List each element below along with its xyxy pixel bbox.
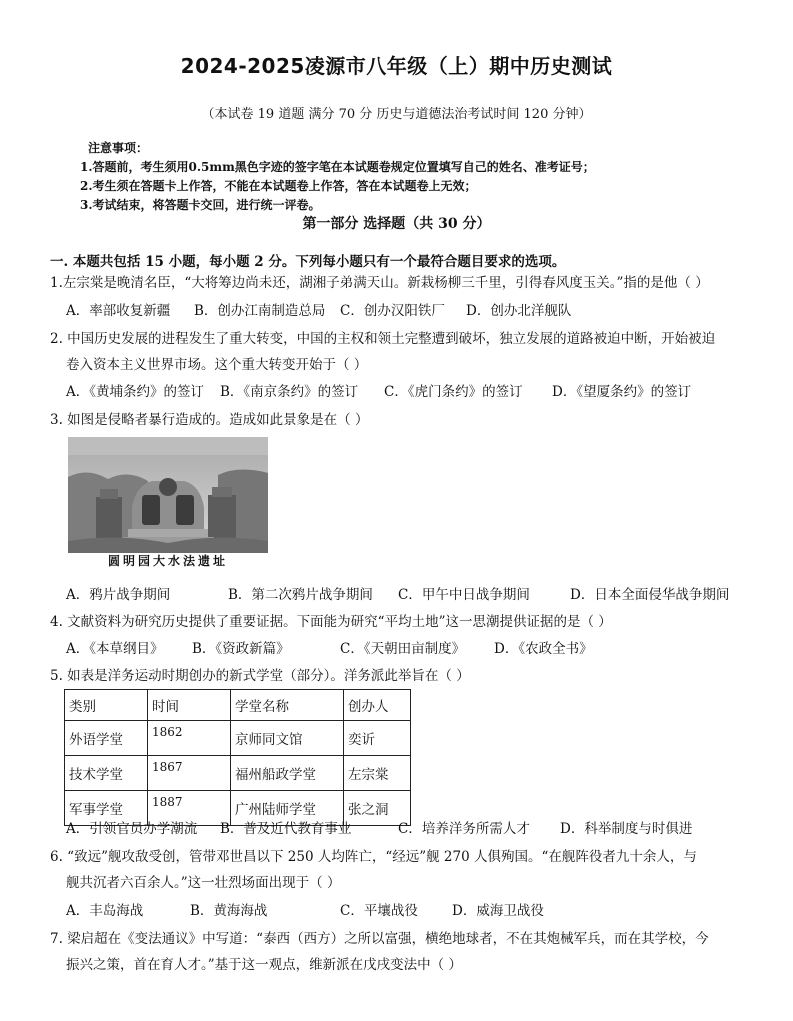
table-row xyxy=(65,756,411,791)
q6-stem-line2: 舰共沉者六百余人。”这一壮烈场面出现于（ ） xyxy=(66,875,341,891)
q4-option-a: A．《本草纲目》 xyxy=(66,641,164,657)
table-cell: 广州陆师学堂 xyxy=(231,791,344,826)
table-cell: 1867 xyxy=(148,756,231,791)
q1-stem: 1.左宗棠是晚清名臣，“大将筹边尚未还，湖湘子弟满天山。新栽杨柳三千里，引得春风度玉关。”指的是他（ ） xyxy=(50,275,709,291)
q6-stem-line1: 6. “致远”舰攻敌受创，管带邓世昌以下 250 人均阵亡，“经远”舰 270 人俱殉国。“在舰阵役者九十余人，与 xyxy=(50,849,697,865)
yuanmingyuan-ruins-photo xyxy=(68,437,268,569)
table-cell: 左宗棠 xyxy=(344,756,411,791)
q2-option-a: A．《黄埔条约》的签订 xyxy=(66,384,204,400)
table-cell: 外语学堂 xyxy=(65,721,148,756)
table-row xyxy=(65,721,411,756)
table-cell: 京师同文馆 xyxy=(231,721,344,756)
q5-stem: 5. 如表是洋务运动时期创办的新式学堂（部分）。洋务派此举旨在（ ） xyxy=(50,668,470,684)
section-title: 第一部分 选择题（共 30 分） xyxy=(302,216,491,232)
table-header-cell: 创办人 xyxy=(344,690,411,721)
q6-option-d: D．威海卫战役 xyxy=(452,903,544,919)
notes-item: 1.答题前，考生须用0.5mm黑色字迹的签字笔在本试题卷规定位置填写自己的姓名、准考证号； xyxy=(80,160,595,174)
table-header-cell: 时间 xyxy=(148,690,231,721)
q2-option-b: B．《南京条约》的签订 xyxy=(220,384,359,400)
q5-option-d: D．科举制度与时俱进 xyxy=(560,821,693,837)
q3-option-b: B．第二次鸦片战争期间 xyxy=(228,587,373,603)
notes-heading: 注意事项： xyxy=(88,141,149,155)
table-cell: 1862 xyxy=(148,721,231,756)
notes-item: 3.考试结束，将答题卡交回，进行统一评卷。 xyxy=(80,198,321,212)
part-heading: 一. 本题共包括 15 小题，每小题 2 分。下列每小题只有一个最符合题目要求的选项。 xyxy=(50,254,566,270)
q3-option-c: C．甲午中日战争期间 xyxy=(398,587,530,603)
q1-option-d: D．创办北洋舰队 xyxy=(466,303,572,319)
q6-option-c: C．平壤战役 xyxy=(340,903,418,919)
table-cell: 技术学堂 xyxy=(65,756,148,791)
table-cell: 军事学堂 xyxy=(65,791,148,826)
exam-subtitle: （本试卷 19 道题 满分 70 分 历史与道德法治考试时间 120 分钟） xyxy=(201,107,592,122)
table-header-cell: 学堂名称 xyxy=(231,690,344,721)
q5-option-a: A．引领官员办学潮流 xyxy=(66,821,198,837)
q6-option-b: B．黄海海战 xyxy=(190,903,268,919)
q2-stem-line1: 2. 中国历史发展的进程发生了重大转变，中国的主权和领土完整遭到破坏，独立发展的道路被迫中断，开始被迫 xyxy=(50,331,716,347)
table-header-row xyxy=(65,690,411,721)
table-cell: 奕䜣 xyxy=(344,721,411,756)
exam-title: 2024-2025凌源市八年级（上）期中历史测试 xyxy=(180,54,613,78)
q5-option-b: B．普及近代教育事业 xyxy=(220,821,352,837)
notes-item: 2.考生须在答题卡上作答，不能在本试题卷上作答，答在本试题卷上无效； xyxy=(80,179,477,193)
q2-option-c: C．《虎门条约》的签订 xyxy=(384,384,523,400)
q4-option-c: C．《天朝田亩制度》 xyxy=(340,641,466,657)
schools-table xyxy=(64,689,411,826)
q7-stem-line2: 振兴之策，首在育人才。”基于这一观点，维新派在戊戌变法中（ ） xyxy=(66,957,462,973)
q6-option-a: A．丰岛海战 xyxy=(66,903,144,919)
q2-option-d: D．《望厦条约》的签订 xyxy=(552,384,692,400)
q3-stem: 3. 如图是侵略者暴行造成的。造成如此景象是在（ ） xyxy=(50,412,369,428)
table-header-cell: 类别 xyxy=(65,690,148,721)
q4-option-b: B．《资政新篇》 xyxy=(192,641,290,657)
table-cell: 张之洞 xyxy=(344,791,411,826)
q2-stem-line2: 卷入资本主义世界市场。这个重大转变开始于（ ） xyxy=(66,357,368,373)
q7-stem-line1: 7. 梁启超在《变法通议》中写道：“泰西（西方）之所以富强，横绝地球者，不在其炮械军兵，而在其学校，今 xyxy=(50,931,709,947)
q4-stem: 4. 文献资料为研究历史提供了重要证据。下面能为研究“平均土地”这一思潮提供证据的是（ ） xyxy=(50,614,612,630)
table-cell: 福州船政学堂 xyxy=(231,756,344,791)
q3-option-d: D．日本全面侵华战争期间 xyxy=(570,587,730,603)
photo-caption: 圆明园大水法遗址 xyxy=(68,553,268,569)
table-cell: 1887 xyxy=(148,791,231,826)
q1-option-b: B．创办江南制造总局 xyxy=(194,303,326,319)
notes-block xyxy=(80,139,595,215)
q1-option-c: C．创办汉阳铁厂 xyxy=(340,303,445,319)
q5-option-c: C．培养洋务所需人才 xyxy=(398,821,530,837)
q3-option-a: A．鸦片战争期间 xyxy=(66,587,171,603)
q4-option-d: D．《农政全书》 xyxy=(494,641,593,657)
q1-option-a: A．率部收复新疆 xyxy=(66,303,171,319)
